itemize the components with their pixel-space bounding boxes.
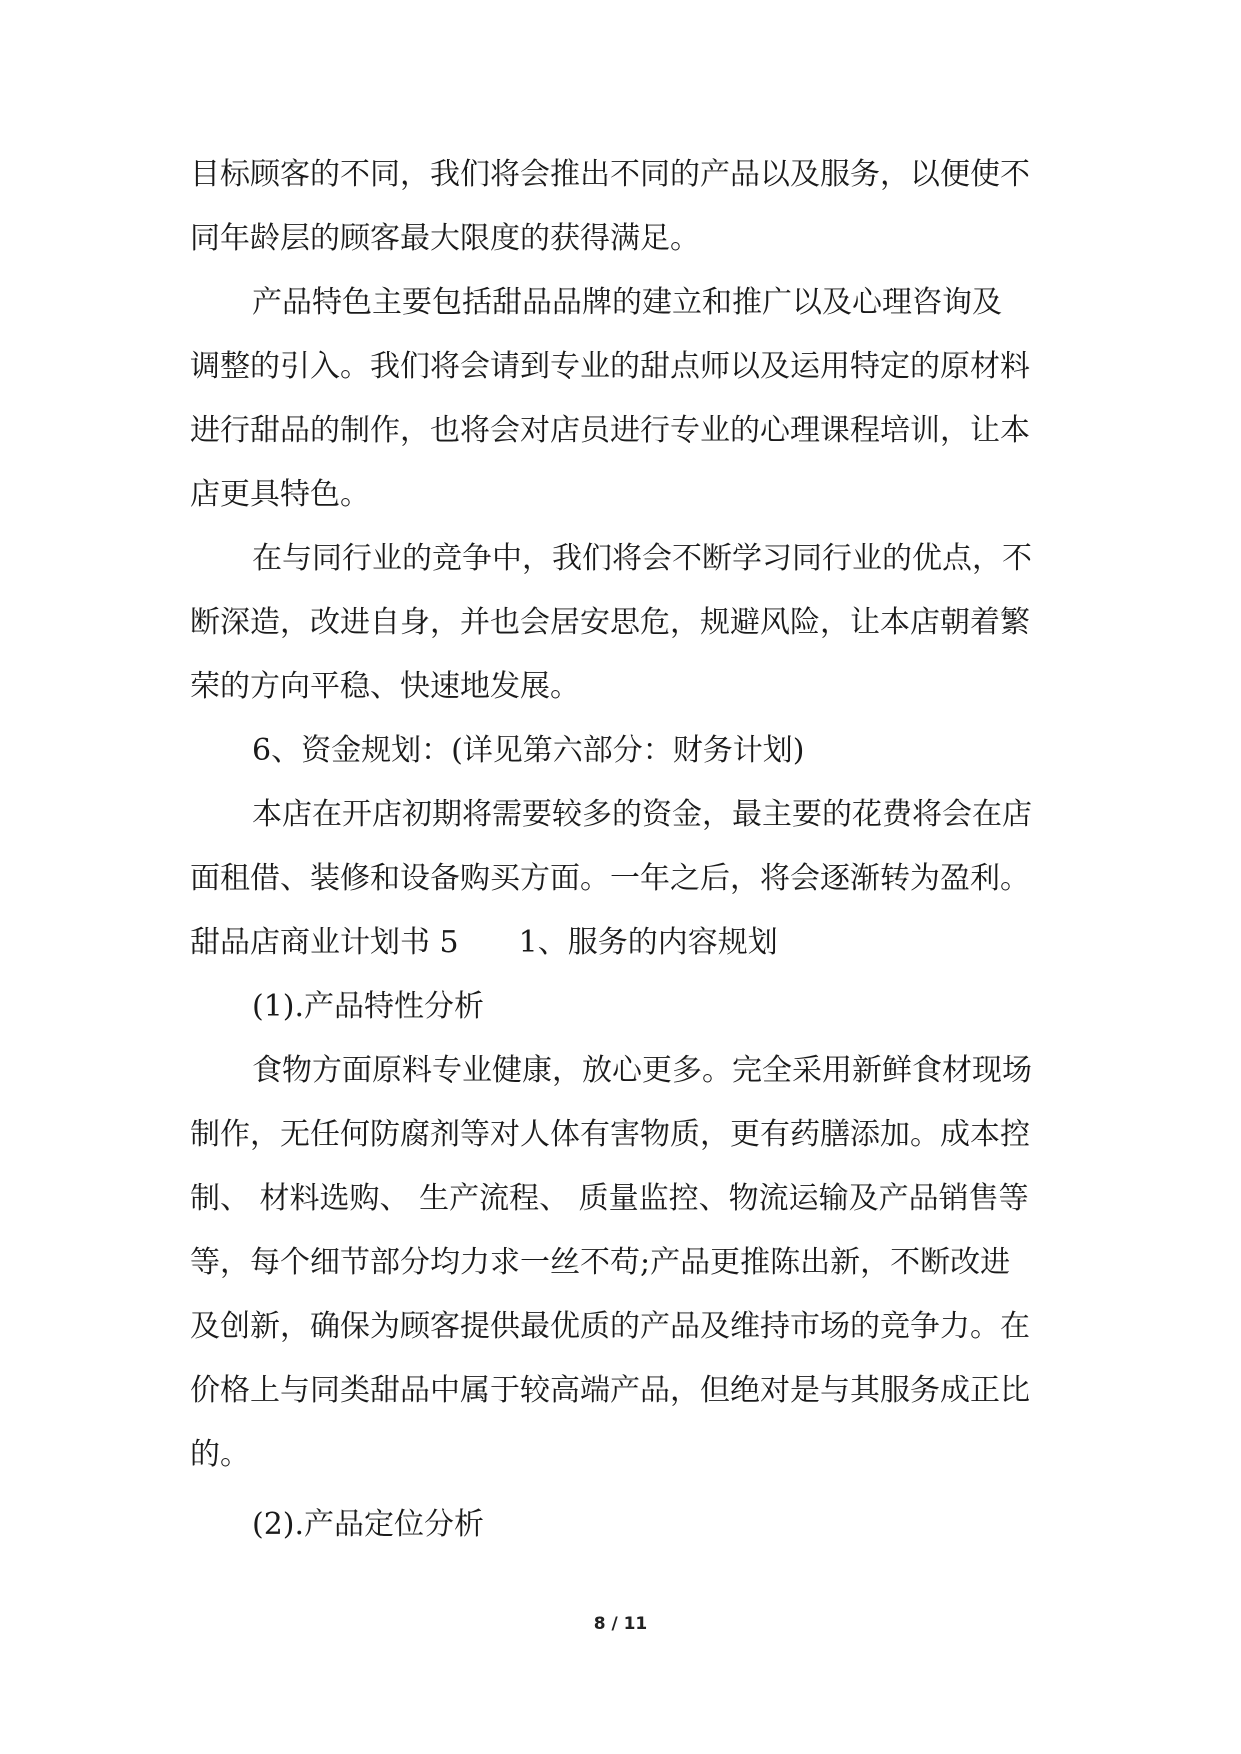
- paragraph-start: 产品特色主要包括甜品品牌的建立和推广以及心理咨询及: [252, 285, 1002, 320]
- text-line: 的。: [190, 1437, 250, 1472]
- text-line: 价格上与同类甜品中属于较高端产品，但绝对是与其服务成正比: [190, 1373, 1030, 1408]
- paragraph-start: 食物方面原料专业健康，放心更多。完全采用新鲜食材现场: [252, 1053, 1032, 1088]
- text-line: 调整的引入。我们将会请到专业的甜点师以及运用特定的原材料: [190, 349, 1030, 384]
- text-line: 制作，无任何防腐剂等对人体有害物质，更有药膳添加。成本控: [190, 1117, 1030, 1152]
- paragraph-start: 在与同行业的竞争中，我们将会不断学习同行业的优点，不: [252, 541, 1032, 576]
- text-line: 断深造，改进自身，并也会居安思危，规避风险，让本店朝着繁: [190, 605, 1030, 640]
- text-line: 目标顾客的不同，我们将会推出不同的产品以及服务，以便使不: [190, 157, 1030, 192]
- subsection-heading: (2).产品定位分析: [252, 1507, 485, 1542]
- text-line: 面租借、装修和设备购买方面。一年之后，将会逐渐转为盈利。: [190, 861, 1030, 896]
- text-line: 等，每个细节部分均力求一丝不苟;产品更推陈出新，不断改进: [190, 1245, 1011, 1280]
- text-line: 及创新，确保为顾客提供最优质的产品及维持市场的竞争力。在: [190, 1309, 1030, 1344]
- page-number: 8 / 11: [593, 1614, 648, 1634]
- subsection-heading: (1).产品特性分析: [252, 989, 485, 1024]
- text-line: 制、 材料选购、 生产流程、 质量监控、物流运输及产品销售等: [190, 1181, 1029, 1216]
- paragraph-start: 本店在开店初期将需要较多的资金，最主要的花费将会在店: [252, 797, 1032, 832]
- text-line: 荣的方向平稳、快速地发展。: [190, 669, 580, 704]
- text-line: 店更具特色。: [190, 477, 370, 512]
- section-heading: 甜品店商业计划书 5 1、服务的内容规划: [190, 925, 778, 960]
- text-line: 同年龄层的顾客最大限度的获得满足。: [190, 221, 700, 256]
- section-heading: 6、资金规划：(详见第六部分：财务计划): [252, 733, 805, 768]
- text-line: 进行甜品的制作，也将会对店员进行专业的心理课程培训，让本: [190, 413, 1030, 448]
